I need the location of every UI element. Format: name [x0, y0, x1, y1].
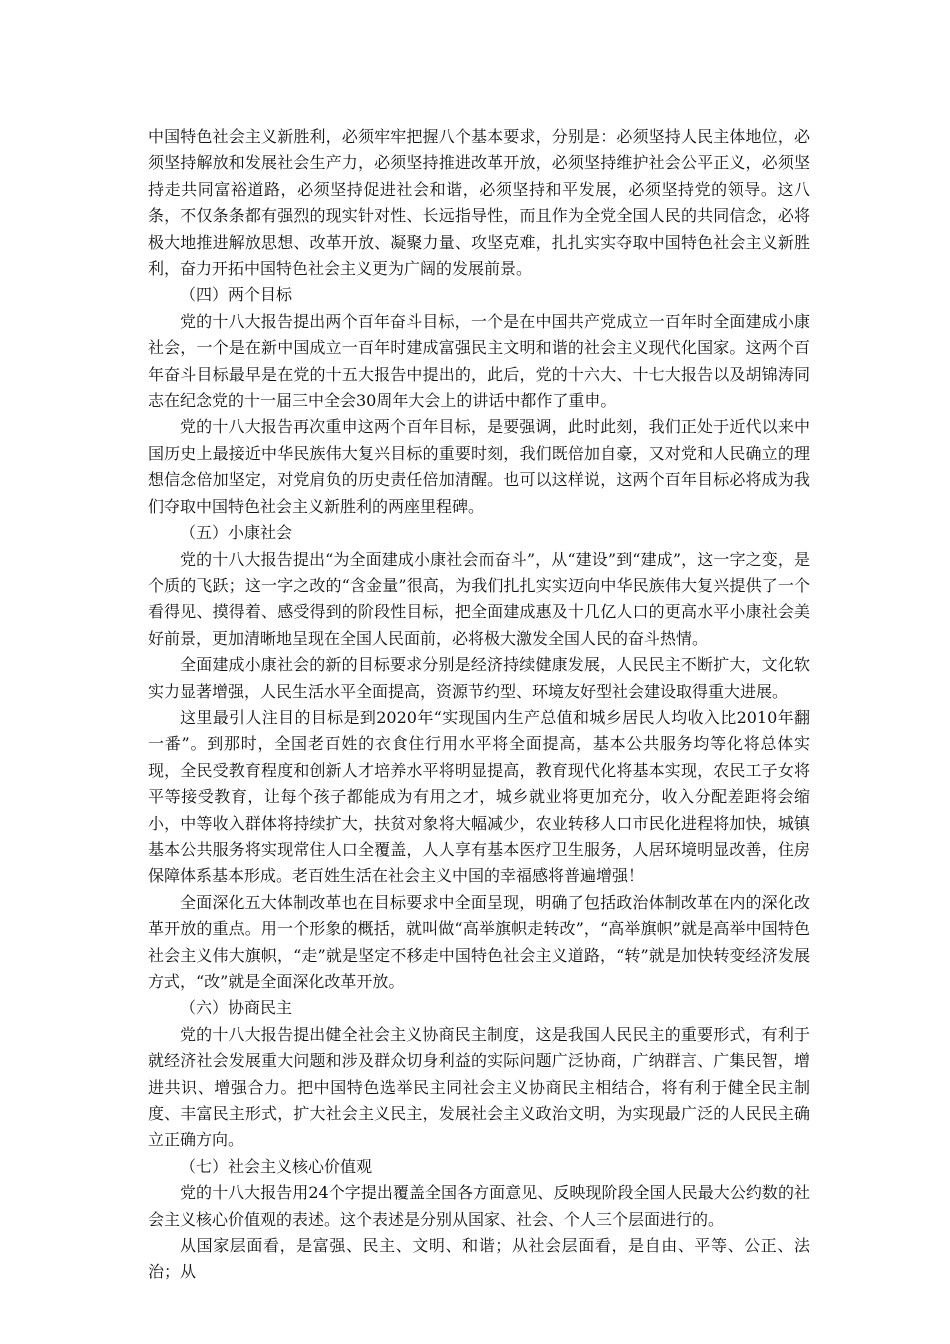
paragraph: 党的十八大报告提出两个百年奋斗目标，一个是在中国共产党成立一百年时全面建成小康社会，一个是在新中国成立一百年时建成富强民主文明和谐的社会主义现代化国家。这两个百年奋斗目标最早是在党的十五大报告中提出的，此后，党的十六大、十七大报告以及胡锦涛同志在纪念党的十一届三中全会30周年大会上的讲话中都作了重申。	[148, 311, 810, 411]
paragraph: 党的十八大报告提出健全社会主义协商民主制度，这是我国人民民主的重要形式，有利于就经济社会发展重大问题和涉及群众切身利益的实际问题广泛协商，广纳群言、广集民智，增进共识、增强合力。把中国特色选举民主同社会主义协商民主相结合，将有利于健全民主制度、丰富民主形式，扩大社会主义民主，发展社会主义政治文明，为实现最广泛的人民民主确立正确方向。	[148, 1024, 810, 1150]
paragraph-intro: 中国特色社会主义新胜利，必须牢牢把握八个基本要求，分别是：必须坚持人民主体地位，必须坚持解放和发展社会生产力，必须坚持推进改革开放，必须坚持维护社会公平正义，必须坚持走共同富裕道路，必须坚持促进社会和谐，必须坚持和平发展，必须坚持党的领导。这八条，不仅条条都有强烈的现实针对性、长远指导性，而且作为全党全国人民的共同信念，必将极大地推进解放思想、改革开放、凝聚力量、攻坚克难，扎扎实实夺取中国特色社会主义新胜利，奋力开拓中国特色社会主义更为广阔的发展前景。	[148, 127, 810, 279]
paragraph: 党的十八大报告再次重申这两个百年目标，是要强调，此时此刻，我们正处于近代以来中国历史上最接近中华民族伟大复兴目标的重要时刻，我们既倍加自豪，又对党和人民确立的理想信念倍加坚定，对党肩负的历史责任倍加清醒。也可以这样说，这两个百年目标必将成为我们夺取中国特色社会主义新胜利的两座里程碑。	[148, 417, 810, 516]
paragraph: 全面深化五大体制改革也在目标要求中全面呈现，明确了包括政治体制改革在内的深化改革开放的重点。用一个形象的概括，就叫做“高举旗帜走转改”，“高举旗帜”就是高举中国特色社会主义伟大旗帜，“走”就是坚定不移走中国特色社会主义道路，“转”就是加快转变经济发展方式，“改”就是全面深化改革开放。	[148, 892, 810, 991]
paragraph: 党的十八大报告用24个字提出覆盖全国各方面意见、反映现阶段全国人民最大公约数的社会主义核心价值观的表述。这个表述是分别从国家、社会、个人三个层面进行的。	[148, 1183, 810, 1229]
paragraph: 全面建成小康社会的新的目标要求分别是经济持续健康发展，人民民主不断扩大，文化软实力显著增强，人民生活水平全面提高，资源节约型、环境友好型社会建设取得重大进展。	[148, 655, 810, 701]
document-body	[148, 124, 810, 1286]
paragraph: 从国家层面看，是富强、民主、文明、和谐；从社会层面看，是自由、平等、公正、法治；从	[148, 1236, 810, 1282]
section-heading-core-values: （七）社会主义核心价值观	[180, 1156, 373, 1176]
section-heading-consultative-democracy: （六）协商民主	[180, 998, 293, 1018]
paragraph: 党的十八大报告提出“为全面建成小康社会而奋斗”，从“建设”到“建成”，这一字之变，是个质的飞跃；这一字之改的“含金量”很高，为我们扎扎实实迈向中华民族伟大复兴提供了一个看得见、摸得着、感受得到的阶段性目标，把全面建成惠及十几亿人口的更高水平小康社会美好前景，更加清晰地呈现在全国人民面前，必将极大激发全国人民的奋斗热情。	[148, 549, 810, 648]
section-heading-two-goals: （四）两个目标	[180, 285, 293, 305]
section-heading-xiaokang: （五）小康社会	[180, 523, 293, 543]
paragraph: 这里最引人注目的目标是到2020年“实现国内生产总值和城乡居民人均收入比2010年翻一番”。到那时，全国老百姓的衣食住行用水平将全面提高，基本公共服务均等化将总体实现，全民受教育程度和创新人才培养水平将明显提高，教育现代化将基本实现，农民工子女将平等接受教育，让每个孩子都能成为有用之才，城乡就业将更加充分，收入分配差距将会缩小，中等收入群体将持续扩大，扶贫对象将大幅减少，农业转移人口市民化进程将加快，城镇基本公共服务将实现常住人口全覆盖，人人享有基本医疗卫生服务，人居环境明显改善，住房保障体系基本形成。老百姓生活在社会主义中国的幸福感将普遍增强！	[148, 707, 810, 886]
